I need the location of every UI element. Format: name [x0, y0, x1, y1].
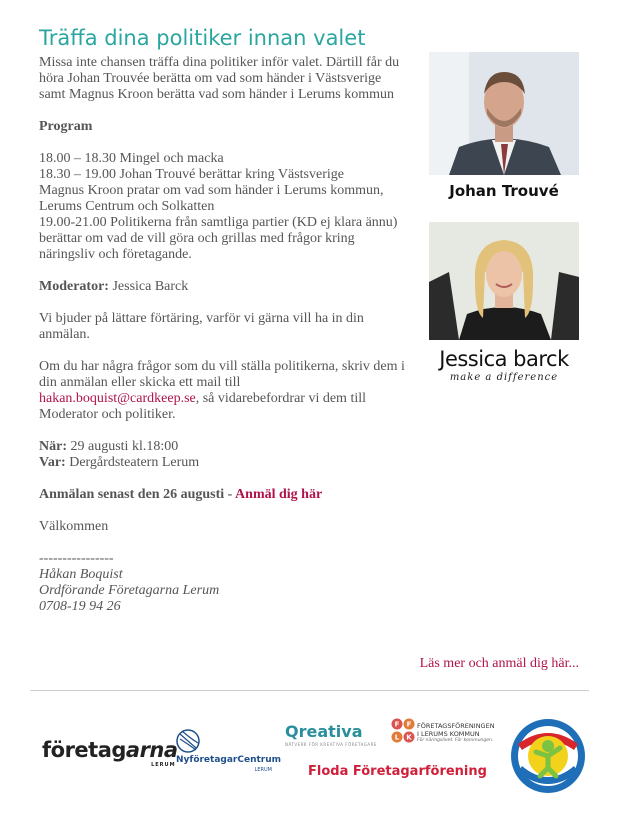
where-label: Var:	[39, 455, 66, 470]
foretagsforeningen-logo[interactable]	[390, 718, 502, 748]
read-more-link[interactable]: Läs mer och anmäl dig här...	[419, 656, 579, 671]
program-item: 18.00 – 18.30 Mingel och macka	[39, 151, 224, 166]
foretagarna-name-b: arna	[125, 738, 178, 762]
jessica-portrait-icon	[429, 222, 579, 340]
qreativa-name: Qreativa	[285, 722, 363, 741]
email-link[interactable]: hakan.boquist@cardkeep.se	[39, 391, 196, 406]
signature-name: Håkan Boquist	[39, 567, 123, 582]
when-line	[39, 439, 411, 455]
jessica-photo	[429, 222, 579, 340]
email-body	[39, 55, 411, 615]
program-item: Magnus Kroon pratar om vad som händer i Lerums kommun, Lerums Centrum och Solkatten	[39, 183, 384, 214]
ffl-letter-2: F	[406, 720, 412, 729]
moderator-line	[39, 279, 411, 295]
intro-text: Missa inte chansen träffa dina politiker inför valet. Därtill får du höra Johan Trouvée berätta om vad som händer i Västsverige samt Magnus Kroon berätta vad som händer i Lerums kommun	[39, 55, 400, 102]
moderator-name: Jessica Barck	[112, 279, 189, 294]
johan-caption: Johan Trouvé	[449, 182, 559, 200]
program-item: 18.30 – 19.00 Johan Trouvé berättar kring Västsverige	[39, 167, 344, 182]
signature-phone: 0708-19 94 26	[39, 599, 121, 614]
signature-separator: ----------------	[39, 551, 114, 566]
globe-icon	[176, 728, 200, 754]
ffl-line-2: I LERUMS KOMMUN	[417, 730, 480, 738]
ffl-line-3: För näringslivet. För kommungen.	[417, 738, 494, 743]
moderator-label: Moderator:	[39, 279, 109, 294]
questions-after: , så vidarebefordrar vi dem till Moderator och politiker.	[39, 391, 367, 422]
qreativa-sub: NÄTVERK FÖR KREATIVA FÖRETAGARE	[285, 742, 377, 747]
questions-before: Om du har några frågor som du vill ställa politikerna, skriv dem i din anmälan eller skicka ett mail till	[39, 359, 405, 390]
badge-figure-icon	[508, 716, 588, 796]
when-value: 29 augusti kl.18:00	[70, 439, 179, 454]
where-value: Dergårdsteatern Lerum	[69, 455, 200, 470]
footer-divider	[30, 690, 589, 691]
signup-text: Anmälan senast den 26 augusti -	[39, 487, 236, 502]
questions-text	[39, 359, 411, 423]
ffl-letter-3: L	[394, 733, 400, 742]
jessica-tagline: make a difference	[449, 372, 559, 383]
signature-role: Ordförande Företagarna Lerum	[39, 583, 220, 598]
jessica-caption: Jessica barck	[439, 347, 569, 371]
ffl-line-1: FÖRETAGSFÖRENINGEN	[417, 722, 495, 730]
foretagarna-sub: LERUM	[151, 762, 176, 768]
lerum-badge-logo[interactable]	[508, 716, 588, 796]
when-label: När:	[39, 439, 67, 454]
floda-logo[interactable]: Floda Företagarförening	[308, 764, 487, 779]
johan-photo	[429, 52, 579, 175]
program-item: 19.00-21.00 Politikerna från samtliga partier (KD ej klara ännu) berättar om vad de vill göra och grillas med frågor kring näringsliv och företagande.	[39, 215, 398, 262]
ffl-letters-icon	[390, 718, 416, 744]
page-title: Träffa dina politiker innan valet	[39, 26, 366, 50]
welcome-text: Välkommen	[39, 519, 109, 534]
signup-line	[39, 487, 411, 503]
ffl-letter-1: F	[394, 720, 400, 729]
nyforetagar-name: NyföretagarCentrum	[176, 755, 282, 765]
where-line	[39, 455, 411, 471]
foretagarna-name-a: företag	[42, 738, 126, 762]
food-text: Vi bjuder på lättare förtäring, varför vi gärna vill ha in din anmälan.	[39, 311, 364, 342]
foretagarna-logo[interactable]	[42, 738, 178, 768]
qreativa-logo[interactable]	[285, 722, 377, 747]
johan-portrait-icon	[429, 52, 579, 175]
signup-link[interactable]: Anmäl dig här	[235, 487, 323, 502]
nyforetagarcentrum-logo[interactable]	[176, 728, 282, 773]
ffl-letter-4: K	[406, 733, 412, 742]
program-heading: Program	[39, 119, 93, 134]
nyforetagar-sub: LERUM	[254, 767, 272, 773]
